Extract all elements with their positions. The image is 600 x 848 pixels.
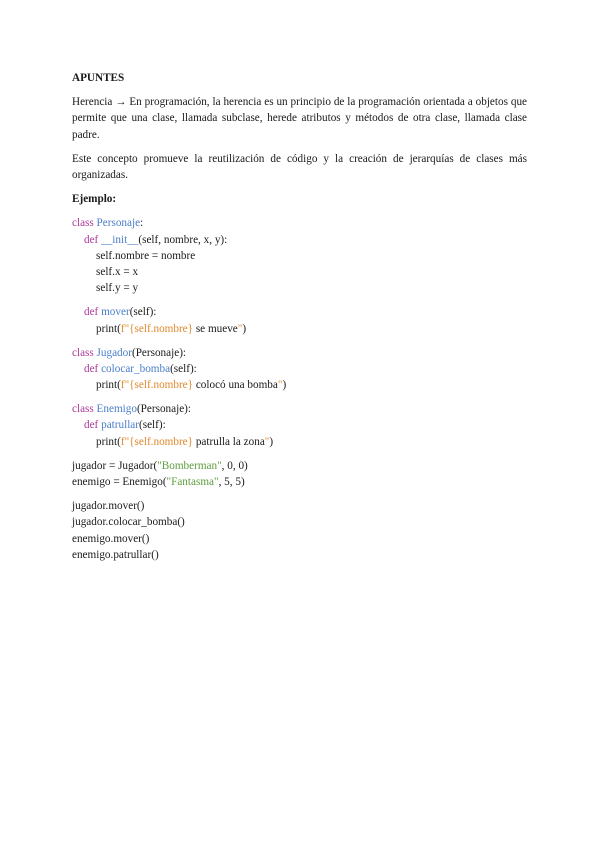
code-line-call: enemigo.patrullar() (72, 548, 159, 561)
code-line-print: print(f"{self.nombre} patrulla la zona") (96, 435, 274, 448)
class-parent: (Personaje): (131, 346, 187, 359)
code-line-def-colocar (72, 361, 527, 377)
method-args: (self): (170, 362, 197, 375)
code-line-def-mover (72, 304, 527, 320)
example-heading: Ejemplo: (72, 193, 117, 206)
keyword: class (72, 217, 94, 230)
keyword: class (72, 346, 94, 359)
method-name: colocar_bomba (101, 362, 171, 375)
code-line-class-jugador (72, 345, 527, 361)
code-line-print: print(f"{self.nombre} se mueve") (96, 322, 247, 335)
code-line-jugador-instance: jugador = Jugador("Bomberman", 0, 0) (72, 459, 248, 472)
concept-description: Este concepto promueve la reutilización de código y la creación de jerarquías de clases más organizadas. (72, 152, 527, 182)
keyword: def (84, 233, 99, 246)
keyword: def (84, 419, 99, 432)
class-name: Personaje (96, 217, 141, 230)
document-title: APUNTES (72, 72, 125, 84)
keyword: class (72, 403, 94, 416)
method-args: (self): (139, 419, 166, 432)
string-literal: "Bomberman" (157, 459, 222, 472)
keyword: def (84, 362, 99, 375)
keyword: def (84, 306, 99, 319)
code-line-call: jugador.mover() (72, 500, 145, 513)
inheritance-definition: Herencia → En programación, la herencia es un principio de la programación orientada a objetos que permite que una clase, llamada subclase, herede atributos y métodos de otra clase, llamada clase padre. (72, 96, 527, 141)
punctuation: : (140, 217, 144, 230)
class-parent: (Personaje): (136, 403, 192, 416)
code-line-print: print(f"{self.nombre} colocó una bomba") (96, 379, 287, 392)
method-name: patrullar (101, 419, 139, 432)
code-line: self.y = y (96, 282, 139, 295)
code-line-call: jugador.colocar_bomba() (72, 516, 185, 529)
method-name: __init__ (101, 233, 139, 246)
code-line-enemigo-instance: enemigo = Enemigo("Fantasma", 5, 5) (72, 476, 245, 489)
string-literal: "Fantasma" (166, 476, 219, 489)
code-line-class-personaje (72, 215, 527, 231)
code-line-def-init (72, 232, 527, 248)
class-name: Enemigo (96, 403, 137, 416)
document-content (72, 70, 527, 563)
class-name: Jugador (96, 346, 132, 359)
method-name: mover (101, 306, 130, 319)
code-line: self.x = x (96, 265, 139, 278)
method-args: (self): (129, 306, 157, 319)
code-line: self.nombre = nombre (96, 249, 196, 262)
code-example (72, 215, 527, 563)
code-line-class-enemigo (72, 401, 527, 417)
code-line-call: enemigo.mover() (72, 532, 150, 545)
code-line-def-patrullar (72, 417, 527, 433)
method-args: (self, nombre, x, y): (138, 233, 228, 246)
